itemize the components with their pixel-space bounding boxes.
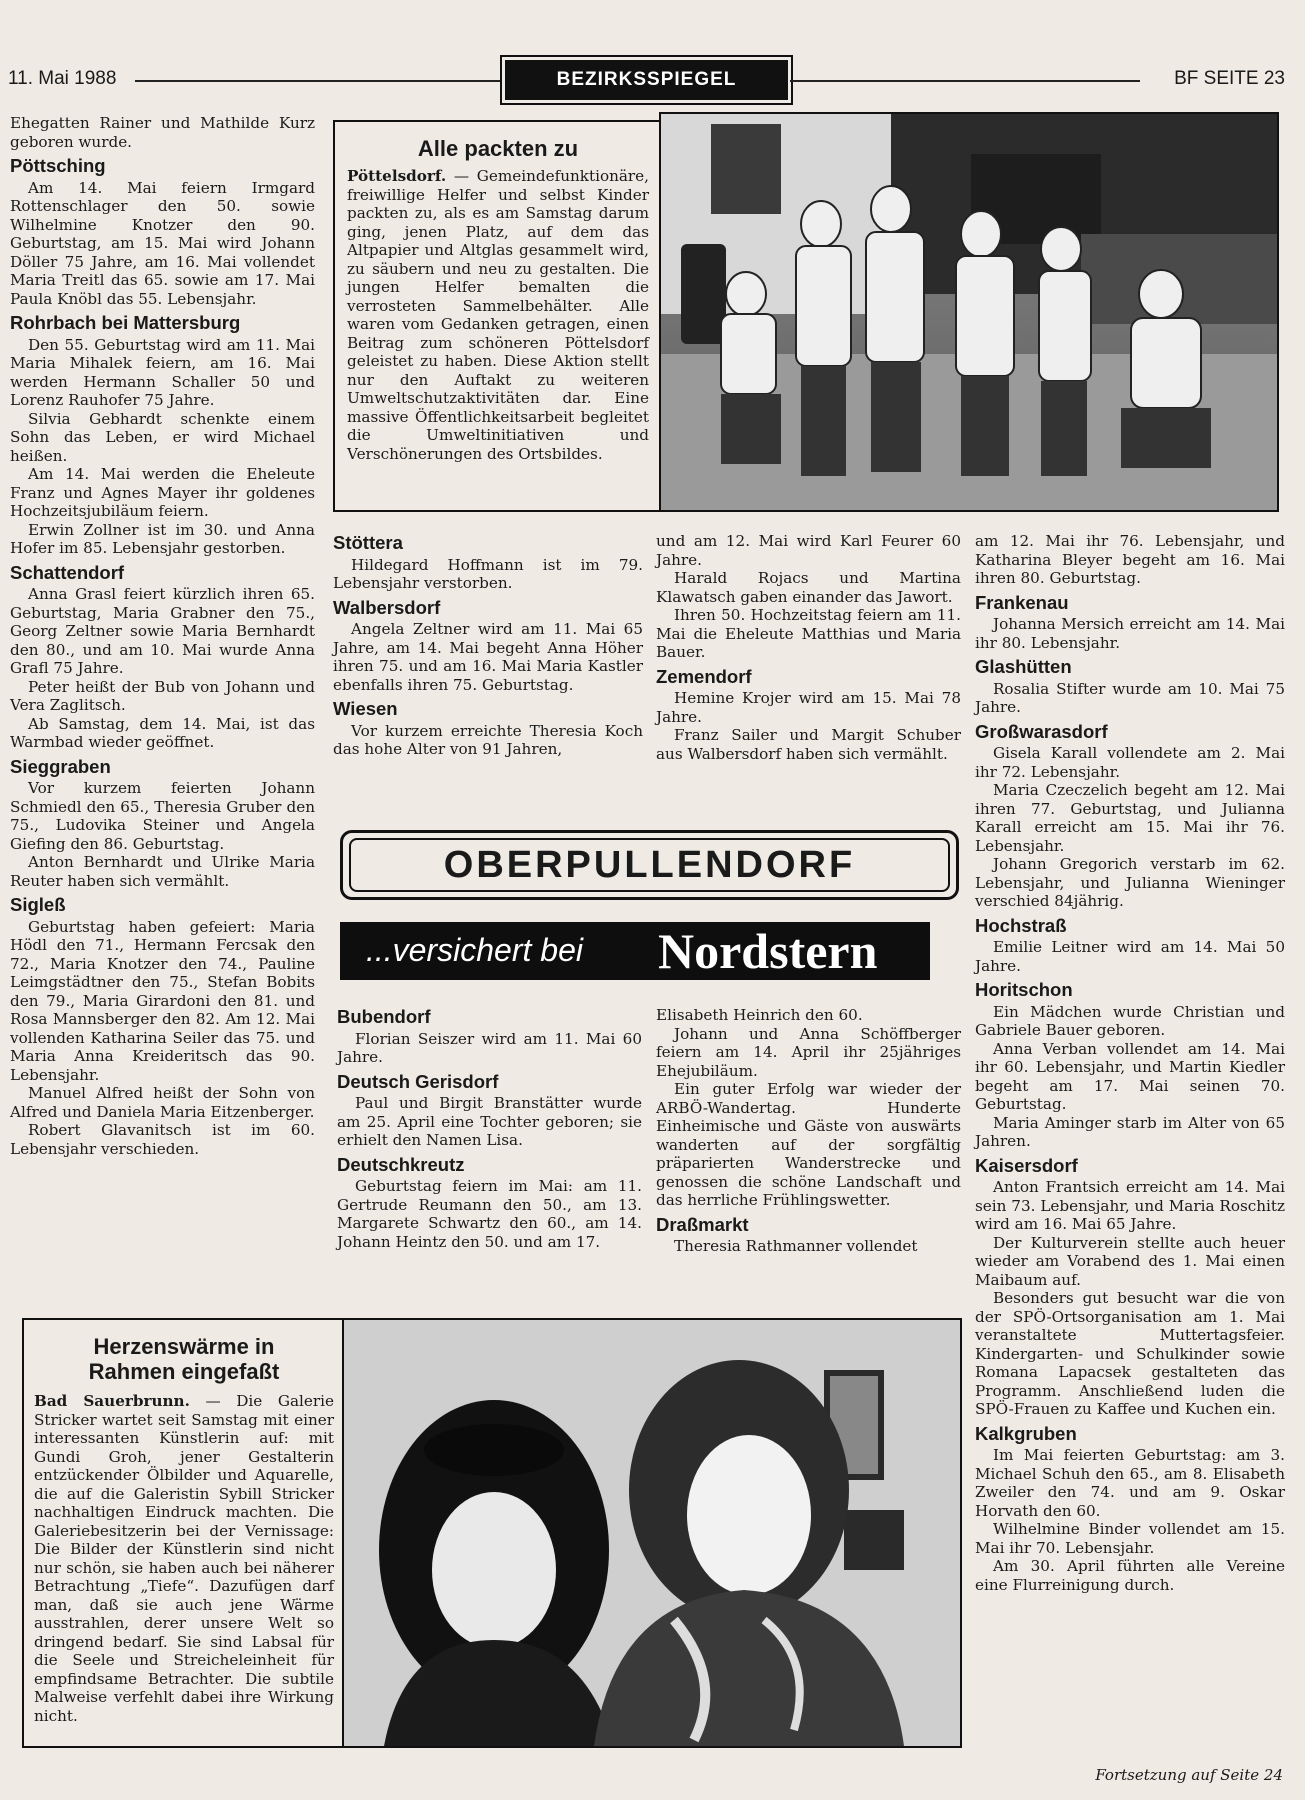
- col3-sections: [656, 665, 961, 764]
- paragraph: Im Mai feierten Geburtstag: am 3. Michael Schuh den 65., am 8. Elisabeth Zweiler den 74. und am 9. Oskar Horvath den 60.: [975, 1446, 1285, 1520]
- paragraph: Maria Czeczelich begeht am 12. Mai ihren 77. Geburtstag, und Julianna Karall erreicht am 15. Mai ihr 76. Lebensjahr.: [975, 781, 1285, 855]
- section-bubendorf: [337, 1008, 642, 1067]
- section-rohrbach-bei-mattersburg: [10, 314, 315, 558]
- section-großwarasdorf: [975, 720, 1285, 911]
- paragraph: Den 55. Geburtstag wird am 11. Mai Maria Mihalek feiern, am 16. Mai werden Hermann Schaller 50 und Lorenz Rauhofer 75 Jahre.: [10, 335, 315, 409]
- paragraph: Robert Glavanitsch ist im 60. Lebensjahr verschieden.: [10, 1121, 315, 1158]
- section-heading: Deutschkreutz: [337, 1153, 465, 1175]
- column-5: [337, 1008, 642, 1251]
- paragraph: Besonders gut besucht war die von der SPÖ-Ortsorganisation am 1. Mai veranstaltete Muttertagsfeier. Kindergarten- und Schulkinder sowie Romana Lapacsek gestalteten das Programm. Anschließend luden die SPÖ-Frauen zu Kaffee und Kuchen ein.: [975, 1289, 1285, 1418]
- paragraph: Maria Aminger starb im Alter von 65 Jahren.: [975, 1113, 1285, 1150]
- col2-sections: [333, 534, 643, 759]
- section-kaisersdorf: [975, 1154, 1285, 1419]
- paragraph: Johann und Anna Schöffberger feiern am 14. April ihr 25jähriges Ehejubiläum.: [656, 1024, 961, 1080]
- section-sieggraben: [10, 755, 315, 891]
- ad-brand: Nordstern: [658, 923, 878, 979]
- story2-dateline: Bad Sauerbrunn.: [34, 1392, 190, 1410]
- section-heading: Sigleß: [10, 894, 66, 915]
- column-3: [656, 532, 961, 763]
- paragraph: Vor kurzem feierten Johann Schmiedl den 65., Theresia Gruber den 75., Ludovika Steiner und Angela Giefing den 86. Geburtstag.: [10, 779, 315, 853]
- paragraph: Am 30. April führten alle Vereine eine Flurreinigung durch.: [975, 1557, 1285, 1594]
- section-heading: Pöttsching: [10, 155, 106, 176]
- section-heading: Walbersdorf: [333, 596, 441, 618]
- page-number: BF SEITE 23: [1174, 68, 1285, 89]
- story-herzenswaerme: [22, 1318, 346, 1748]
- section-heading: Hochstraß: [975, 914, 1067, 936]
- photo-children-painting: [659, 112, 1279, 512]
- section-zemendorf: [656, 665, 961, 764]
- section-heading: Schattendorf: [10, 561, 125, 583]
- section-heading: Frankenau: [975, 591, 1069, 613]
- story2-text: [34, 1392, 334, 1725]
- paragraph: Hildegard Hoffmann ist im 79. Lebensjahr verstorben.: [333, 555, 643, 592]
- section-heading: Stöttera: [333, 532, 403, 553]
- section-heading: Glashütten: [975, 656, 1072, 677]
- section-heading: Horitschon: [975, 979, 1073, 1000]
- header-rule-left: [135, 80, 500, 82]
- section-stöttera: [333, 534, 643, 593]
- story1-text: [347, 167, 649, 463]
- paragraph: Geburtstag feiern im Mai: am 11. Gertrude Reumann den 50., am 13. Margarete Schwartz den 60., am 14. Johann Heintz den 50. und am 17.: [337, 1177, 642, 1251]
- story1-dateline: Pöttelsdorf.: [347, 167, 447, 185]
- section-heading: Großwarasdorf: [975, 720, 1108, 742]
- section-deutsch-gerisdorf: [337, 1070, 642, 1150]
- paragraph: Vor kurzem erreichte Theresia Koch das hohe Alter von 91 Jahren,: [333, 721, 643, 758]
- paragraph: Am 14. Mai werden die Eheleute Franz und Agnes Mayer ihr goldenes Hochzeitsjubiläum feiern.: [10, 465, 315, 520]
- paragraph: Anton Bernhardt und Ulrike Maria Reuter haben sich vermählt.: [10, 853, 315, 890]
- section-heading: Deutsch Gerisdorf: [337, 1070, 499, 1092]
- column-6: [656, 1006, 961, 1256]
- column-1: [10, 114, 315, 1158]
- section-heading: Kalkgruben: [975, 1422, 1077, 1444]
- issue-date: 11. Mai 1988: [8, 68, 117, 89]
- paragraph: Rosalia Stifter wurde am 10. Mai 75 Jahre.: [975, 679, 1285, 716]
- section-pöttsching: [10, 157, 315, 308]
- column-2: [333, 534, 643, 759]
- section-heading: Wiesen: [333, 698, 398, 719]
- story2-title-line2: Rahmen eingefaßt: [88, 1359, 280, 1384]
- paragraph: Harald Rojacs und Martina Klawatsch gaben einander das Jawort.: [656, 569, 961, 606]
- col3-lead: [656, 532, 961, 662]
- story-alle-packten-zu: [333, 120, 663, 512]
- section-glashütten: [975, 658, 1285, 717]
- column-4: [975, 532, 1285, 1594]
- col1-intro: Ehegatten Rainer und Mathilde Kurz geboren wurde.: [10, 114, 315, 151]
- paragraph: Elisabeth Heinrich den 60.: [656, 1006, 863, 1024]
- section-heading: Sieggraben: [10, 755, 111, 777]
- col1-sections: [10, 157, 315, 1158]
- woman-left: [379, 1400, 614, 1746]
- paragraph: Geburtstag haben gefeiert: Maria Hödl den 71., Hermann Fercsak den 72., Maria Knotzer den 74., Pauline Leimgstädtner den 75., Stefan Bobits den 79., Maria Girardoni den 81. und Rosa Mannsberger den 82. Am 12. Mai vollenden Katharina Seiler das 75. und Maria Anna Kreideritsch das 90. Lebensjahr.: [10, 917, 315, 1084]
- col6-sections: [656, 1213, 961, 1256]
- paragraph: Johann Gregorich verstarb im 62. Lebensjahr, und Julianna Wieninger verschied 84jährig.: [975, 855, 1285, 910]
- paragraph: Angela Zeltner wird am 11. Mai 65 Jahre, am 14. Mai begeht Anna Höher ihren 75. und am 16. Mai Maria Kastler ebenfalls ihren 75. Geburtstag.: [333, 620, 643, 694]
- paragraph: Manuel Alfred heißt der Sohn von Alfred und Daniela Maria Eitzenberger.: [10, 1084, 315, 1121]
- region-banner: [340, 830, 959, 900]
- section-kalkgruben: [975, 1422, 1285, 1595]
- col4-sections: [975, 591, 1285, 1595]
- section-heading: Draßmarkt: [656, 1213, 749, 1235]
- section-schattendorf: [10, 561, 315, 752]
- ad-tagline: ...versichert bei: [366, 932, 583, 968]
- col5-sections: [337, 1008, 642, 1251]
- col4-lead: [975, 532, 1285, 588]
- section-draßmarkt: [656, 1213, 961, 1256]
- col6-lead: [656, 1006, 961, 1210]
- paragraph: Anna Verban vollendet am 14. Mai ihr 60. Lebensjahr, und Martin Kiedler begeht am 17. Mai seinen 70. Geburtstag.: [975, 1039, 1285, 1113]
- section-sigleß: [10, 896, 315, 1158]
- paragraph: Peter heißt der Bub von Johann und Vera Zaglitsch.: [10, 677, 315, 714]
- section-heading: Zemendorf: [656, 665, 752, 687]
- paragraph: Anton Frantsich erreicht am 14. Mai sein 73. Lebensjahr, und Maria Roschitz wird am 16. Mai 65 Jahre.: [975, 1178, 1285, 1233]
- paragraph: Wilhelmine Binder vollendet am 15. Mai ihr 70. Lebensjahr.: [975, 1520, 1285, 1557]
- section-heading: Bubendorf: [337, 1006, 431, 1027]
- section-heading: Kaisersdorf: [975, 1154, 1078, 1176]
- section-horitschon: [975, 981, 1285, 1151]
- paragraph: Ein guter Erfolg war wieder der ARBÖ-Wandertag. Hunderte Einheimische und Gäste von auswärts wanderten auf der sorgfältig präparierten Wanderstrecke und genossen die schöne Landschaft und das herrliche Frühlingswetter.: [656, 1080, 961, 1209]
- story2-body: — Die Galerie Stricker wartet seit Samstag mit einer interessanten Künstlerin auf: mit Gundi Groh, jener Gestalterin entzückender Ölbilder und Aquarelle, die auf die Galeristin Sybill Stricker nachhaltigen Eindruck machten. Die Galeriebesitzerin bei der Vernissage: Die Bilder der Künstlerin sind nicht nur schön, sie haben auch bei näherer Betrachtung „Tiefe“. Dazufügen darf man, daß sie auch jene Wärme ausstrahlen, derer unsere Welt so dringend bedarf. Sie sind Labsal für die Seele und Streicheleinheit für empfindsame Betrachter. Die subtile Malweise verfehlt dabei ihre Wirkung nicht.: [34, 1392, 334, 1725]
- paragraph: Emilie Leitner wird am 14. Mai 50 Jahre.: [975, 938, 1285, 975]
- section-wiesen: [333, 700, 643, 759]
- region-banner-title: OBERPULLENDORF: [349, 838, 950, 892]
- nordstern-ad: [340, 922, 930, 980]
- section-walbersdorf: [333, 596, 643, 695]
- paragraph: Der Kulturverein stellte auch heuer wieder am Vorabend des 1. Mai einen Maibaum auf.: [975, 1233, 1285, 1289]
- paragraph: Silvia Gebhardt schenkte einem Sohn das Leben, er wird Michael heißen.: [10, 409, 315, 465]
- paragraph: Franz Sailer und Margit Schuber aus Walbersdorf haben sich vermählt.: [656, 726, 961, 763]
- paragraph: Hemine Krojer wird am 15. Mai 78 Jahre.: [656, 689, 961, 726]
- header-rule-right: [790, 80, 1140, 82]
- photo-children-painting-image: [661, 114, 1277, 510]
- section-hochstraß: [975, 914, 1285, 976]
- paragraph: Erwin Zollner ist im 30. und Anna Hofer im 85. Lebensjahr gestorben.: [10, 520, 315, 557]
- paragraph: Ab Samstag, dem 14. Mai, ist das Warmbad wieder geöffnet.: [10, 714, 315, 751]
- section-title: BEZIRKSSPIEGEL: [505, 60, 788, 100]
- paragraph: Paul und Birgit Branstätter wurde am 25. April eine Tochter geboren; sie erhielt den Namen Lisa.: [337, 1094, 642, 1149]
- story2-title-line1: Herzenswärme in: [93, 1334, 275, 1359]
- section-heading: Rohrbach bei Mattersburg: [10, 312, 241, 333]
- paragraph: und am 12. Mai wird Karl Feurer 60 Jahre.: [656, 532, 961, 569]
- paragraph: Ein Mädchen wurde Christian und Gabriele Bauer geboren.: [975, 1002, 1285, 1039]
- continued-note: Fortsetzung auf Seite 24: [1095, 1766, 1283, 1784]
- paragraph: am 12. Mai ihr 76. Lebensjahr, und Katharina Bleyer begeht am 16. Mai ihren 80. Geburtstag.: [975, 532, 1285, 587]
- story1-body: — Gemeindefunktionäre, freiwillige Helfer und selbst Kinder packten zu, als es am Samstag darum ging, jenen Platz, auf dem das Altpapier und Altglas gesammelt wird, zu säubern und neu zu gestalten. Die jungen Helfer bemalten die verrosteten Sammelbehälter. Alle waren vom Gedanken getragen, einen Beitrag zum schöneren Pöttelsdorf geleistet zu haben. Diese Aktion stellt nur den Auftakt zu weiteren Umweltschutzaktivitäten dar. Eine massive Öffentlichkeitsarbeit begleitet die Umweltinitiativen und Verschönerungen des Ortsbildes.: [347, 167, 650, 463]
- paragraph: Gisela Karall vollendete am 2. Mai ihr 72. Lebensjahr.: [975, 744, 1285, 781]
- paragraph: Ihren 50. Hochzeitstag feiern am 11. Mai die Eheleute Matthias und Maria Bauer.: [656, 606, 961, 661]
- photo-gallery-women: [342, 1318, 962, 1748]
- story1-title: Alle packten zu: [417, 136, 579, 161]
- paragraph: Johanna Mersich erreicht am 14. Mai ihr 80. Lebensjahr.: [975, 615, 1285, 652]
- section-deutschkreutz: [337, 1153, 642, 1252]
- paragraph: Theresia Rathmanner vollendet: [674, 1237, 918, 1255]
- paragraph: Florian Seiszer wird am 11. Mai 60 Jahre.: [337, 1029, 642, 1066]
- paragraph: Am 14. Mai feiern Irmgard Rottenschlager den 50. sowie Wilhelmine Knotzer den 90. Geburtstag, am 15. Mai wird Johann Döller 75 Jahre, am 16. Mai vollendet Maria Treitl das 65. sowie am 17. Mai Paula Knöbl das 55. Lebensjahr.: [10, 178, 315, 308]
- section-frankenau: [975, 591, 1285, 653]
- photo-gallery-women-image: [344, 1320, 960, 1746]
- paragraph: Anna Grasl feiert kürzlich ihren 65. Geburtstag, Maria Grabner den 75., Georg Zeltner sowie Maria Bernhardt den 80., und am 10. Mai wurde Anna Grafl 75 Jahre.: [10, 585, 315, 677]
